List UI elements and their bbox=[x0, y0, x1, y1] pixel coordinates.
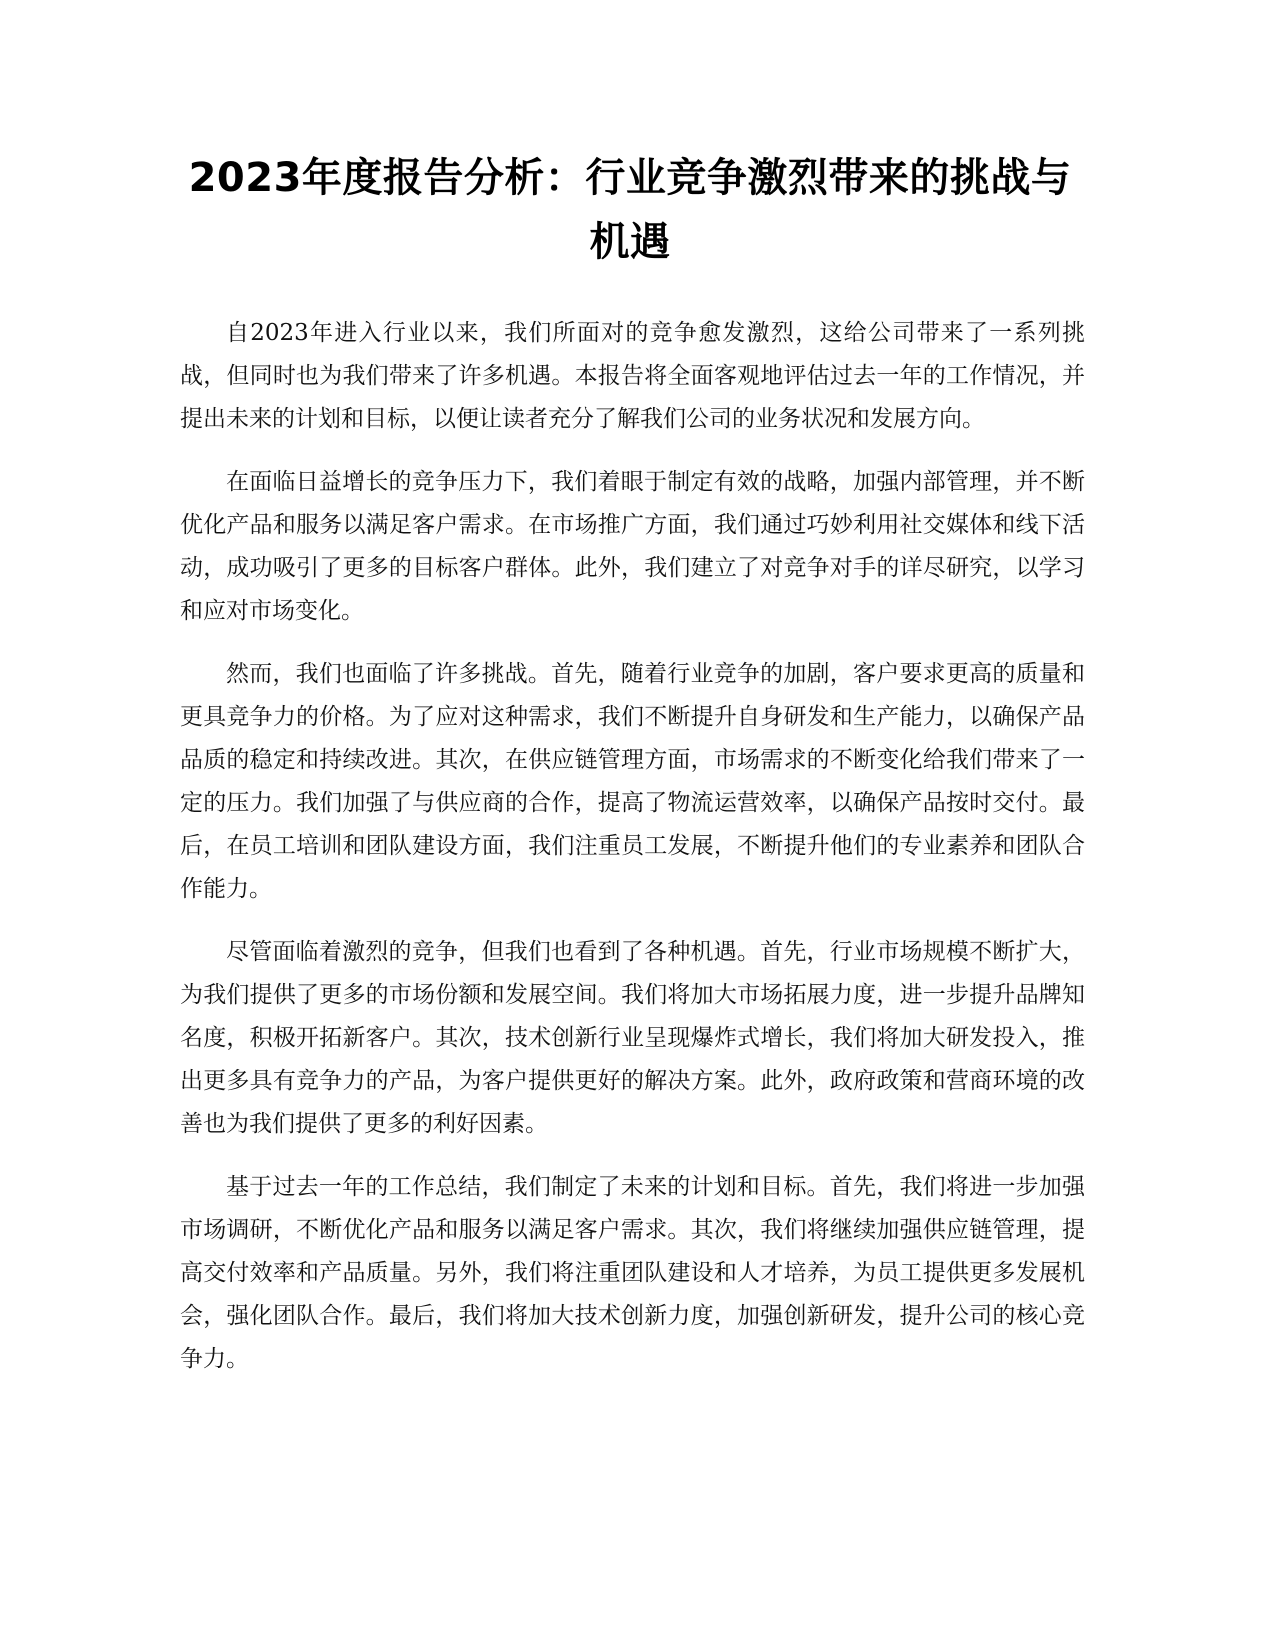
paragraph-opportunities: 尽管面临着激烈的竞争，但我们也看到了各种机遇。首先，行业市场规模不断扩大，为我们提供了更多的市场份额和发展空间。我们将加大市场拓展力度，进一步提升品牌知名度，积极开拓新客户。其次，技术创新行业呈现爆炸式增长，我们将加大研发投入，推出更多具有竞争力的产品，为客户提供更好的解决方案。此外，政府政策和营商环境的改善也为我们提供了更多的利好因素。 bbox=[180, 939, 1085, 1137]
paragraph-intro: 自2023年进入行业以来，我们所面对的竞争愈发激烈，这给公司带来了一系列挑战，但同时也为我们带来了许多机遇。本报告将全面客观地评估过去一年的工作情况，并提出未来的计划和目标，以便让读者充分了解我们公司的业务状况和发展方向。 bbox=[180, 320, 1085, 432]
document-title: 2023年度报告分析：行业竞争激烈带来的挑战与机遇 bbox=[188, 155, 1072, 265]
document-body bbox=[180, 312, 1085, 1401]
paragraph-strategy: 在面临日益增长的竞争压力下，我们着眼于制定有效的战略，加强内部管理，并不断优化产品和服务以满足客户需求。在市场推广方面，我们通过巧妙利用社交媒体和线下活动，成功吸引了更多的目标客户群体。此外，我们建立了对竞争对手的详尽研究，以学习和应对市场变化。 bbox=[180, 469, 1085, 624]
paragraph-plans: 基于过去一年的工作总结，我们制定了未来的计划和目标。首先，我们将进一步加强市场调研，不断优化产品和服务以满足客户需求。其次，我们将继续加强供应链管理，提高交付效率和产品质量。另外，我们将注重团队建设和人才培养，为员工提供更多发展机会，强化团队合作。最后，我们将加大技术创新力度，加强创新研发，提升公司的核心竞争力。 bbox=[180, 1174, 1085, 1372]
paragraph-challenges: 然而，我们也面临了许多挑战。首先，随着行业竞争的加剧，客户要求更高的质量和更具竞争力的价格。为了应对这种需求，我们不断提升自身研发和生产能力，以确保产品品质的稳定和持续改进。其次，在供应链管理方面，市场需求的不断变化给我们带来了一定的压力。我们加强了与供应商的合作，提高了物流运营效率，以确保产品按时交付。最后，在员工培训和团队建设方面，我们注重员工发展，不断提升他们的专业素养和团队合作能力。 bbox=[180, 661, 1085, 902]
